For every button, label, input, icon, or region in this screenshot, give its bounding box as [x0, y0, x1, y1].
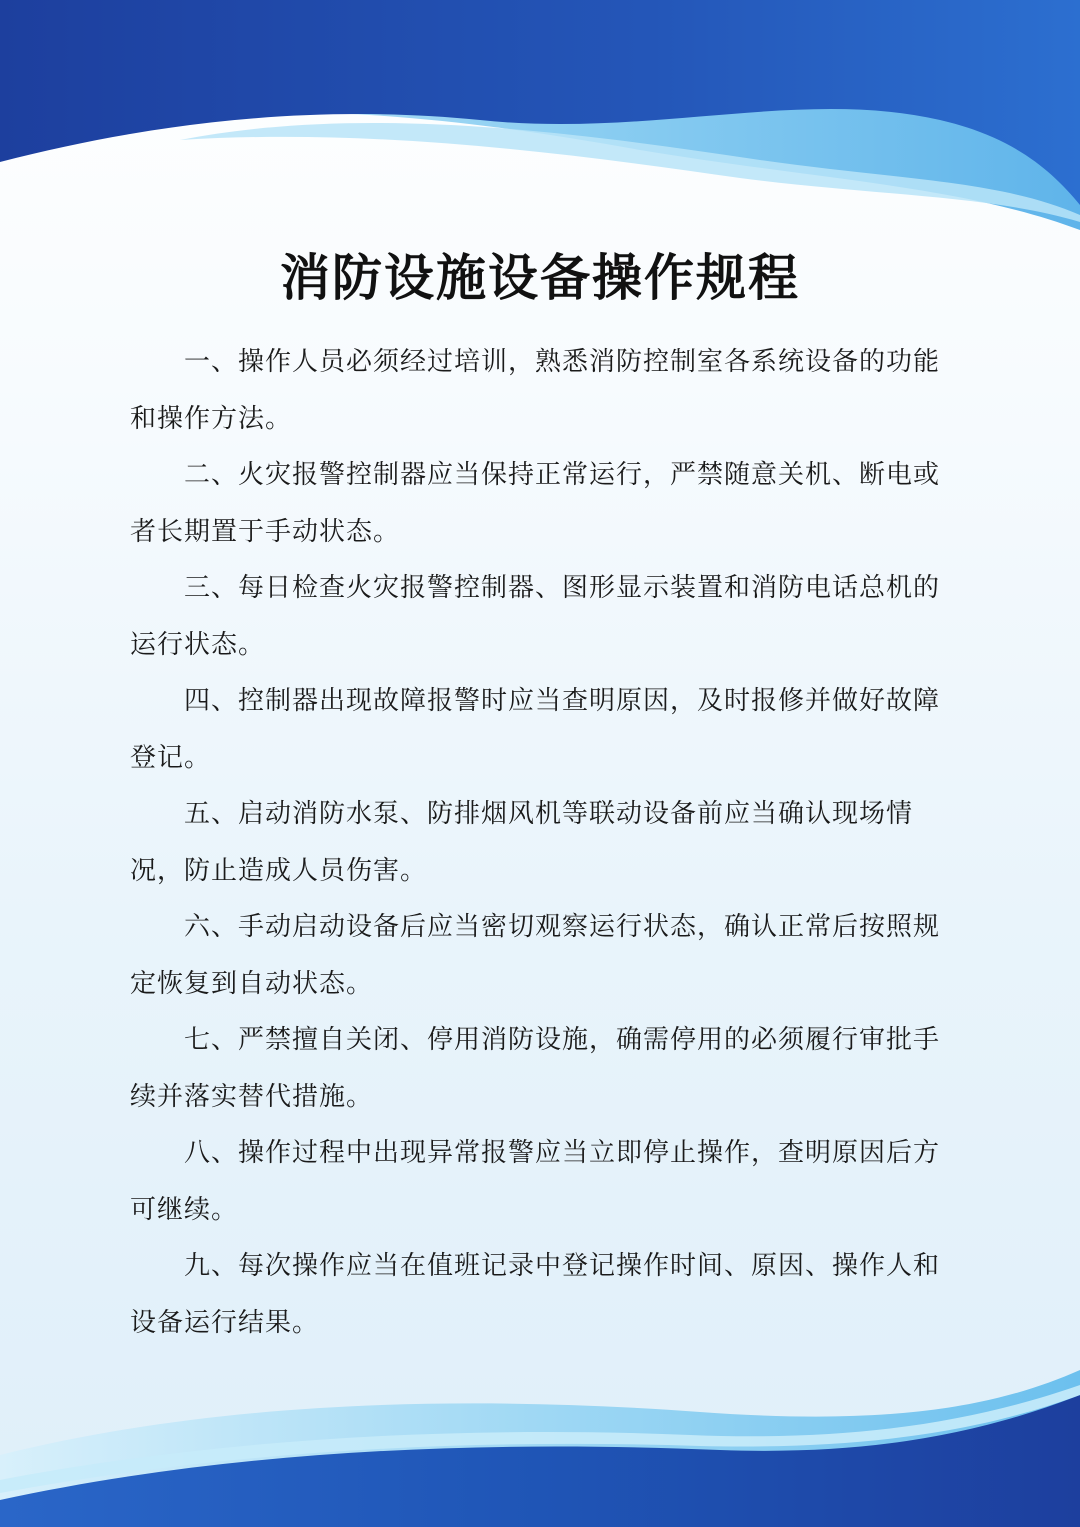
rule-item-3: 三、每日检查火灾报警控制器、图形显示装置和消防电话总机的运行状态。 — [130, 573, 941, 660]
page-title: 消防设施设备操作规程 — [280, 249, 800, 307]
rule-item-4: 四、控制器出现故障报警时应当查明原因，及时报修并做好故障登记。 — [130, 686, 941, 773]
rule-item-5: 五、启动消防水泵、防排烟风机等联动设备前应当确认现场情况，防止造成人员伤害。 — [130, 799, 914, 886]
rule-item-6: 六、手动启动设备后应当密切观察运行状态，确认正常后按照规定恢复到自动状态。 — [130, 912, 941, 999]
rules-list — [130, 334, 952, 1351]
rule-item-9: 九、每次操作应当在值班记录中登记操作时间、原因、操作人和设备运行结果。 — [130, 1251, 941, 1338]
rule-item-7: 七、严禁擅自关闭、停用消防设施，确需停用的必须履行审批手续并落实替代措施。 — [130, 1025, 941, 1112]
rule-item-8: 八、操作过程中出现异常报警应当立即停止操作，查明原因后方可继续。 — [130, 1138, 941, 1225]
rule-item-1: 一、操作人员必须经过培训，熟悉消防控制室各系统设备的功能和操作方法。 — [130, 347, 941, 434]
rule-item-2: 二、火灾报警控制器应当保持正常运行，严禁随意关机、断电或者长期置于手动状态。 — [130, 460, 941, 547]
